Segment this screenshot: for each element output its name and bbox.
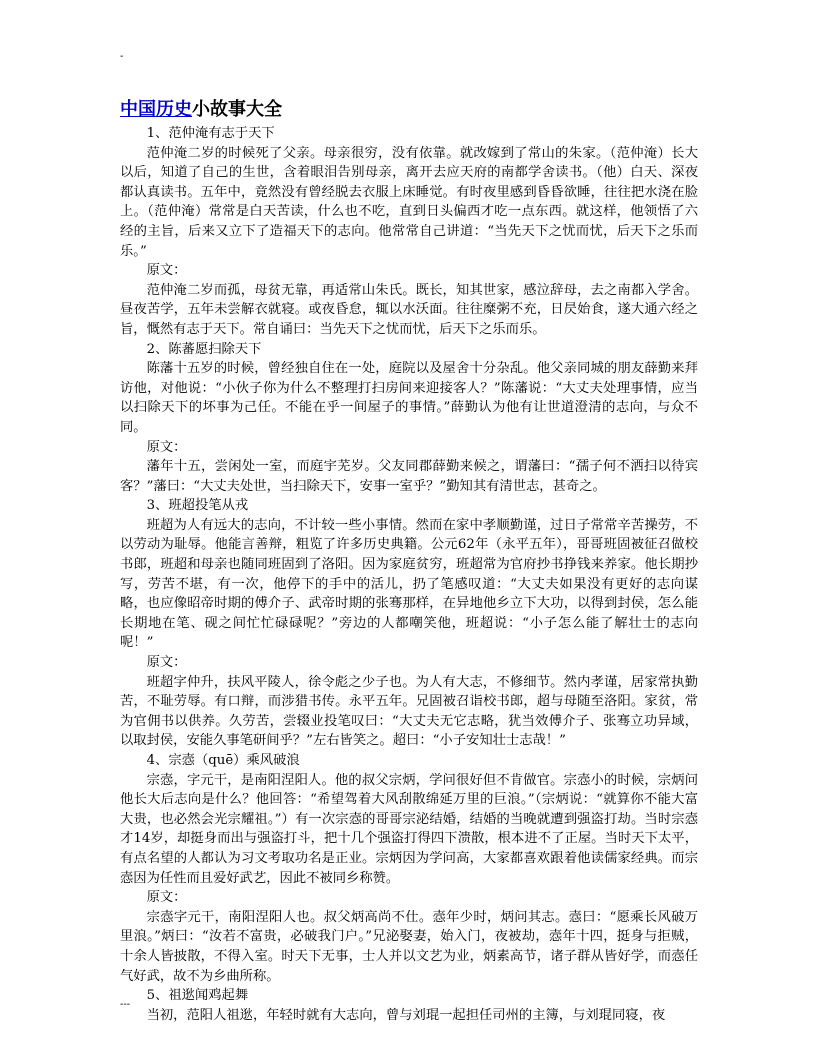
footer-mark: --- [120, 999, 131, 1010]
section-3-original-label: 原文： [146, 655, 187, 671]
section-3-heading: 3、班超投笔从戎 [146, 498, 249, 514]
title-link[interactable]: 中国历史 [120, 99, 192, 120]
section-3-original: 班超字仲升，扶风平陵人，徐令彪之少子也。为人有大志，不修细节。然内孝谨，居家常执勤苦，不耻劳辱。有口辩，而涉猎书传。永平五年。兄固被召诣校书郎，超与母随至洛阳。家贫，常为官佣书以供养。久劳苦，尝辍业投笔叹曰：“大丈夫无它志略，犹当效傅介子、张骞立功异域，以取封侯，安能久事笔研间乎？”左右皆笑之。超曰：“小子安知壮士志哉！” [120, 674, 698, 749]
section-1-story: 范仲淹二岁的时候死了父亲。母亲很穷，没有依靠。就改嫁到了常山的朱家。（范仲淹）长大以后，知道了自己的生世，含着眼泪告别母亲，离开去应天府的南都学舍读书。（他）白天、深夜都认真读书。五年中，竟然没有曾经脱去衣服上床睡觉。有时夜里感到昏昏欲睡，往往把水浇在脸上。（范仲淹）常常是白天苦读，什么也不吃，直到日头偏西才吃一点东西。就这样，他领悟了六经的主旨，后来又立下了造福天下的志向。他常常自己讲道：“当先天下之忧而忧，后天下之乐而乐。” [120, 145, 698, 259]
section-4-original-label: 原文： [146, 890, 187, 906]
section-2-original: 藩年十五，尝闲处一室，而庭宇芜岁。父友同郡薛勤来候之，谓藩曰：“孺子何不洒扫以待宾客？”藩曰：“大丈夫处世，当扫除天下，安事一室乎？”勤知其有清世志，甚奇之。 [120, 459, 698, 494]
header-mark: - [120, 51, 124, 62]
section-1-original: 范仲淹二岁而孤，母贫无靠，再适常山朱氏。既长，知其世家，感泣辞母，去之南都入学舍。昼夜苦学，五年未尝解衣就寝。或夜昏怠，辄以水沃面。往往糜粥不充，日昃始食，遂大通六经之旨，慨然有志于天下。常自诵曰：当先天下之忧而忧，后天下之乐而乐。 [120, 282, 698, 337]
document-body [120, 98, 698, 1025]
section-2-original-label: 原文： [146, 439, 187, 455]
section-3-story: 班超为人有远大的志向，不计较一些小事情。然而在家中孝顺勤谨，过日子常常辛苦操劳，不以劳动为耻辱。他能言善辩，粗览了许多历史典籍。公元62年（永平五年），哥哥班固被征召做校书郎，班超和母亲也随同班固到了洛阳。因为家庭贫穷，班超常为官府抄书挣钱来养家。他长期抄写，劳苦不堪，有一次，他停下的手中的活儿，扔了笔感叹道：“大丈夫如果没有更好的志向谋略，也应像昭帝时期的傅介子、武帝时期的张骞那样，在异地他乡立下大功，以得到封侯，怎么能长期地在笔、砚之间忙忙碌碌呢？”旁边的人都嘲笑他，班超说：“小子怎么能了解壮士的志向呢！” [120, 517, 698, 651]
page-title [120, 98, 698, 122]
section-2-heading: 2、陈蕃愿扫除天下 [146, 341, 262, 357]
section-1-heading: 1、范仲淹有志于天下 [146, 126, 275, 141]
section-4-story: 宗悫，字元干，是南阳涅阳人。他的叔父宗炳，学问很好但不肯做官。宗悫小的时候，宗炳问他长大后志向是什么？他回答：“希望驾着大风刮散绵延万里的巨浪。”（宗炳说：“就算你不能大富大贵，也必然会光宗耀祖。”）有一次宗悫的哥哥宗泌结婚，结婚的当晚就遭到强盗打劫。当时宗悫才14岁，却挺身而出与强盗打斗，把十几个强盗打得四下溃散，根本进不了正屋。当时天下太平，有点名望的人都认为习文考取功名是正业。宗炳因为学问高，大家都喜欢跟着他读儒家经典。而宗悫因为任性而且爱好武艺，因此不被同乡称赞。 [120, 772, 698, 886]
section-4-original: 宗悫字元干，南阳涅阳人也。叔父炳高尚不仕。悫年少时，炳问其志。悫曰：“愿乘长风破万里浪。”炳曰：“汝若不富贵，必破我门户。”兄泌娶妻，始入门，夜被劫，悫年十四，挺身与拒贼，十余人皆披散，不得入室。时天下无事，士人并以文艺为业，炳素高节，诸子群从皆好学，而悫任气好武，故不为乡曲所称。 [120, 909, 698, 984]
section-2-story: 陈藩十五岁的时候，曾经独自住在一处，庭院以及屋舍十分杂乱。他父亲同城的朋友薛勤来拜访他，对他说：“小伙子你为什么不整理打扫房间来迎接客人？”陈藩说：“大丈夫处理事情，应当以扫除天下的坏事为己任。不能在乎一间屋子的事情。”薛勤认为他有让世道澄清的志向，与众不同。 [120, 361, 698, 435]
title-rest: 小故事大全 [192, 99, 282, 120]
section-1-original-label: 原文： [146, 263, 187, 279]
section-4-heading: 4、宗悫（quē）乘风破浪 [146, 753, 300, 768]
section-5-story: 当初，范阳人祖逖，年轻时就有大志向，曾与刘琨一起担任司州的主簿，与刘琨同寝，夜 [146, 1007, 666, 1023]
section-5-heading: 5、祖逖闻鸡起舞 [146, 988, 249, 1004]
